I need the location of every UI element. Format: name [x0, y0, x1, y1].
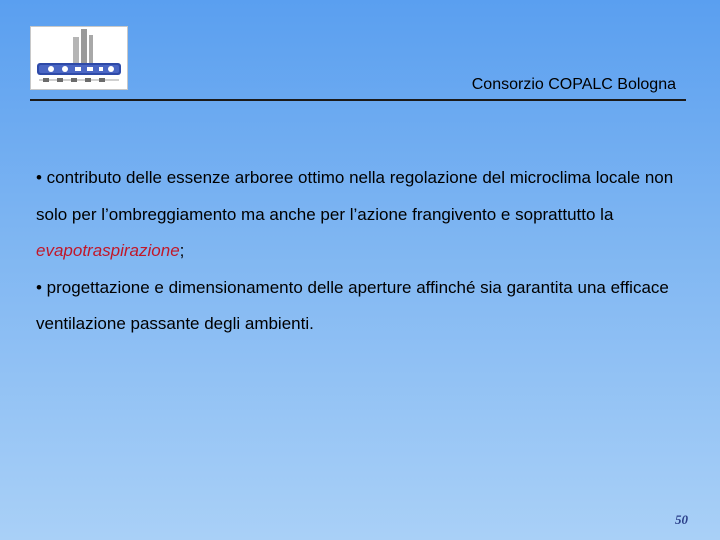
bullet-item [36, 270, 686, 343]
highlighted-term: evapotraspirazione [36, 241, 180, 260]
page-number: 50 [675, 512, 688, 527]
slide-body [36, 160, 686, 343]
bullet-item [36, 160, 686, 270]
copalc-logo-graphic [31, 27, 127, 89]
bullet-text: • progettazione e dimensionamento delle aperture affinché sia garantita una efficace ventilazione passante degli ambienti. [36, 277, 669, 333]
header-title: Consorzio COPALC Bologna [471, 76, 676, 93]
bullet-text: • contributo delle essenze arboree ottimo nella regolazione del microclima locale non solo per l’ombreggiamento ma anche per l’azione frangivento e soprattutto la [36, 168, 674, 224]
copalc-logo [30, 26, 128, 90]
bullet-suffix: ; [179, 241, 185, 260]
header-divider [30, 99, 686, 101]
